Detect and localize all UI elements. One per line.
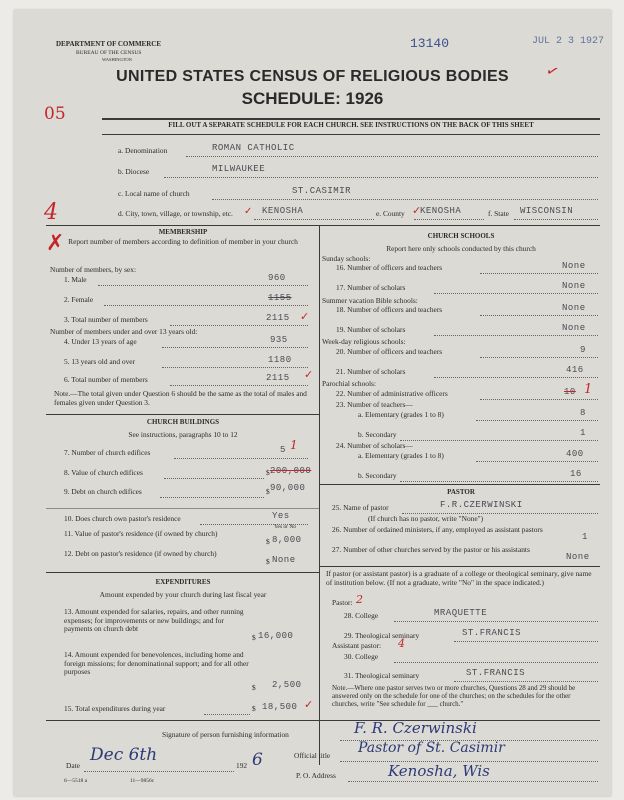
q31-label: 31. Theological seminary xyxy=(344,671,420,680)
buildings-sub: See instructions, paragraphs 10 to 12 xyxy=(128,430,238,439)
q7-value: 5 xyxy=(280,445,286,455)
q6-label: 6. Total number of members xyxy=(64,375,148,384)
pastor-hand-note: 2 xyxy=(356,593,363,606)
q23a-label: a. Elementary (grades 1 to 8) xyxy=(358,410,444,419)
summer-label: Summer vacation Bible schools: xyxy=(322,296,418,305)
q8-label: 8. Value of church edifices xyxy=(64,468,143,477)
q9-dollar: $ xyxy=(266,487,270,496)
q5-label: 5. 13 years old and over xyxy=(64,357,136,366)
graduate-note: If pastor (or assistant pastor) is a graduate of a college or theological seminary, give name of institution below. (If not a graduate, write "No" in the space indicated.) xyxy=(326,569,592,587)
q3-check: ✓ xyxy=(300,311,310,323)
q27-label: 27. Number of other churches served by the pastor or his assistants xyxy=(332,545,530,554)
state-label: f. State xyxy=(488,209,509,218)
asst-pastor-label: Assistant pastor: xyxy=(332,641,382,650)
received-date-stamp: JUL 2 3 1927 xyxy=(532,36,605,47)
church-name-label: c. Local name of church xyxy=(118,189,190,198)
q10-value: Yes xyxy=(272,511,290,521)
year-digit: 6 xyxy=(252,750,263,770)
q23-label: 23. Number of teachers— xyxy=(336,400,413,409)
margin-mark: 4 xyxy=(44,200,58,225)
q26-value: 1 xyxy=(582,532,588,542)
q13-value: 16,000 xyxy=(258,631,294,641)
q17-value: None xyxy=(562,281,586,291)
q1-label: 1. Male xyxy=(64,275,87,284)
q9-value: 90,000 xyxy=(270,483,306,493)
q3-value: 2115 xyxy=(266,313,290,323)
q29-value: ST.FRANCIS xyxy=(462,628,522,638)
q23b-label: b. Secondary xyxy=(358,430,397,439)
q10-label: 10. Does church own pastor's residence xyxy=(64,514,181,523)
official-title-value: Pastor of St. Casimir xyxy=(358,740,505,756)
q7-hand-note: 1 xyxy=(290,438,298,452)
q24a-label: a. Elementary (grades 1 to 8) xyxy=(358,451,444,460)
q21-value: 416 xyxy=(566,365,584,375)
q4-label: 4. Under 13 years of age xyxy=(64,337,137,346)
signature-label: Signature of person furnishing information xyxy=(162,730,289,739)
q12-value: None xyxy=(272,555,296,565)
q5-value: 1180 xyxy=(268,355,292,365)
q13-dollar: $ xyxy=(252,633,256,642)
q28-value: MRAQUETTE xyxy=(434,608,488,618)
city-label-field: d. City, town, village, or township, etc. xyxy=(118,209,233,218)
q18-value: None xyxy=(562,303,586,313)
q19-value: None xyxy=(562,323,586,333)
q16-label: 16. Number of officers and teachers xyxy=(336,263,443,272)
denomination-value: ROMAN CATHOLIC xyxy=(212,143,295,153)
q20-label: 20. Number of officers and teachers xyxy=(336,347,443,356)
q14-label: 14. Amount expended for benevolences, including home and foreign missions; for denominational support; and for all other purposes xyxy=(64,650,249,677)
q24-label: 24. Number of scholars— xyxy=(336,441,413,450)
city-label: WASHINGTON xyxy=(102,57,132,62)
by-sex-label: Number of members, by sex: xyxy=(50,265,136,274)
q18-label: 18. Number of officers and teachers xyxy=(336,305,443,314)
sunday-label: Sunday schools: xyxy=(322,254,371,263)
q6-check: ✓ xyxy=(304,369,314,381)
q15-value: 18,500 xyxy=(262,702,298,712)
weekday-label: Week-day religious schools: xyxy=(322,337,406,346)
buildings-heading: CHURCH BUILDINGS xyxy=(146,418,220,426)
margin-note: 05 xyxy=(44,104,66,124)
parochial-label: Parochial schools: xyxy=(322,379,376,388)
diocese-value: MILWAUKEE xyxy=(212,164,266,174)
year-prefix: 192 xyxy=(236,761,248,770)
q14-dollar: $ xyxy=(252,683,256,692)
q17-label: 17. Number of scholars xyxy=(336,283,406,292)
county-value: KENOSHA xyxy=(420,206,462,216)
form-title: UNITED STATES CENSUS OF RELIGIOUS BODIES xyxy=(116,68,509,85)
q12-dollar: $ xyxy=(266,557,270,566)
pastor-heading: PASTOR xyxy=(447,488,475,496)
po-address-label: P. O. Address xyxy=(296,771,336,780)
membership-note: Note.—The total given under Question 6 should be the same as the total of males and females given under Question 3. xyxy=(54,389,307,407)
q22-value: 10 xyxy=(564,387,576,397)
q14-value: 2,500 xyxy=(272,680,302,690)
print-number: 11—9856c xyxy=(130,778,155,784)
q22-hand-note: 1 xyxy=(584,382,593,397)
q16-value: None xyxy=(562,261,586,271)
form-subtitle: SCHEDULE: 1926 xyxy=(241,89,384,108)
q29-label: 29. Theological seminary xyxy=(344,631,420,640)
signature-value: F. R. Czerwinski xyxy=(354,719,477,737)
q8-dollar: $ xyxy=(266,468,270,477)
q25-hint: (If church has no pastor, write "None") xyxy=(368,514,484,523)
city-value: KENOSHA xyxy=(262,206,304,216)
q2-label: 2. Female xyxy=(64,295,94,304)
serial-number-stamp: 13140 xyxy=(410,36,450,51)
state-value: WISCONSIN xyxy=(520,206,574,216)
q12-label: 12. Debt on pastor's residence (if owned by church) xyxy=(64,549,217,558)
q30-label: 30. College xyxy=(344,652,379,661)
q4-value: 935 xyxy=(270,335,288,345)
census-schedule-sheet xyxy=(14,10,611,796)
q23b-value: 1 xyxy=(580,428,586,438)
q10-hint: Yes or No xyxy=(274,524,297,530)
check-mark: ✓ xyxy=(543,62,561,82)
instruction-line: FILL OUT A SEPARATE SCHEDULE FOR EACH CHURCH. SEE INSTRUCTIONS ON THE BACK OF THIS SHEET xyxy=(168,121,534,129)
q15-label: 15. Total expenditures during year xyxy=(64,704,166,713)
q15-dollar: $ xyxy=(252,704,256,713)
q11-label: 11. Value of pastor's residence (if owned by church) xyxy=(64,529,218,538)
q23a-value: 8 xyxy=(580,408,586,418)
q1-value: 960 xyxy=(268,273,286,283)
department-label: DEPARTMENT OF COMMERCE xyxy=(56,40,162,48)
q24b-label: b. Secondary xyxy=(358,471,397,480)
county-label: e. County xyxy=(376,209,405,218)
membership-intro: Report number of members according to definition of member in your church xyxy=(68,237,298,246)
q20-value: 9 xyxy=(580,345,586,355)
official-title-label: Official title xyxy=(294,751,331,760)
county-check: ✓ xyxy=(412,205,422,217)
expenditures-heading: EXPENDITURES xyxy=(155,578,211,586)
q9-label: 9. Debt on church edifices xyxy=(64,487,142,496)
schools-intro: Report here only schools conducted by this church xyxy=(386,244,536,253)
q22-label: 22. Number of administrative officers xyxy=(336,389,448,398)
by-age-label: Number of members under and over 13 years old: xyxy=(50,327,198,336)
expenditures-sub: Amount expended by your church during last fiscal year xyxy=(99,590,267,599)
q13-label: 13. Amount expended for salaries, repairs, and other running expenses; for improvements or new buildings; and for payments on church debt xyxy=(64,607,244,634)
schools-heading: CHURCH SCHOOLS xyxy=(427,232,495,240)
q21-label: 21. Number of scholars xyxy=(336,367,406,376)
q6-value: 2115 xyxy=(266,373,290,383)
date-label: Date xyxy=(66,761,80,770)
denomination-label: a. Denomination xyxy=(118,146,168,155)
date-value: Dec 6th xyxy=(90,745,158,765)
membership-heading: MEMBERSHIP xyxy=(158,228,208,236)
asst-pastor-hand-note: 4 xyxy=(398,637,405,650)
red-x-mark: ✗ xyxy=(46,230,65,255)
q28-label: 28. College xyxy=(344,611,379,620)
bureau-label: BUREAU OF THE CENSUS xyxy=(76,50,142,56)
q24b-value: 16 xyxy=(570,469,582,479)
q11-value: 8,000 xyxy=(272,535,302,545)
q15-check: ✓ xyxy=(304,699,314,711)
q19-label: 19. Number of scholars xyxy=(336,325,406,334)
q24a-value: 400 xyxy=(566,449,584,459)
q11-dollar: $ xyxy=(266,537,270,546)
po-address-value: Kenosha, Wis xyxy=(388,762,490,780)
q27-value: None xyxy=(566,552,590,562)
q8-value: 200,000 xyxy=(270,466,312,476)
q3-label: 3. Total number of members xyxy=(64,315,148,324)
pastor-sublabel: Pastor: xyxy=(332,598,353,607)
q25-value: F.R.CZERWINSKI xyxy=(440,500,523,510)
church-name-value: ST.CASIMIR xyxy=(292,186,352,196)
q26-label: 26. Number of ordained ministers, if any, employed as assistant pastors xyxy=(332,525,543,534)
q31-value: ST.FRANCIS xyxy=(466,668,526,678)
pastor-note: Note.—Where one pastor serves two or more churches, Questions 28 and 29 should be answered only on the schedule for one of the churches; on the schedules for the other churches, write "See schedule for ___ church." xyxy=(332,684,576,708)
q25-label: 25. Name of pastor xyxy=(332,503,389,512)
diocese-label: b. Diocese xyxy=(118,167,150,176)
city-check: ✓ xyxy=(244,206,253,217)
q7-label: 7. Number of church edifices xyxy=(64,448,151,457)
q2-value: 1155 xyxy=(268,293,292,303)
form-number: 6—5518 a xyxy=(64,778,88,784)
